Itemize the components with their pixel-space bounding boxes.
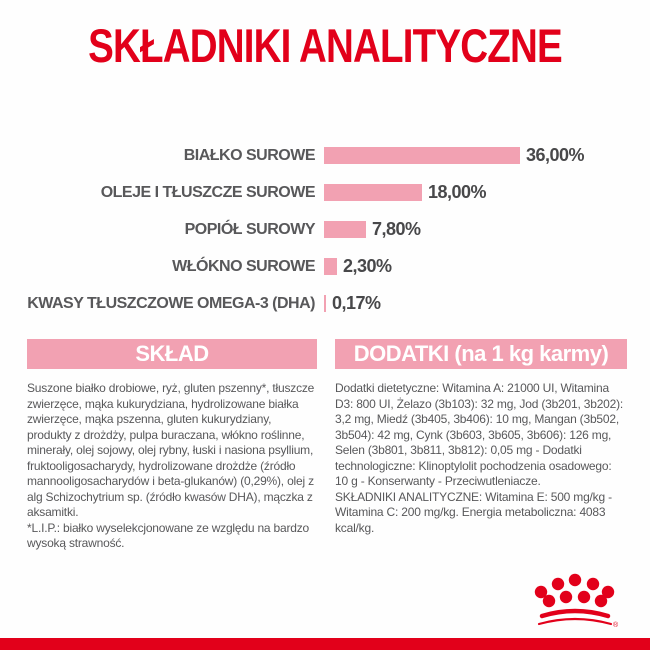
royal-canin-crown-logo (528, 570, 620, 632)
chart-bar (324, 258, 337, 275)
dodatki-section-body (335, 381, 627, 536)
sklad-ingredients-text: Suszone białko drobiowe, ryż, gluten pszenny*, tłuszcze zwierzęce, mąka kukurydziana, hydrolizowane białka zwierzęce, mąka pszenna, gluten kukurydziany, produkty z drożdży, pulpa buraczana, włókno roślinne, minerały, olej sojowy, olej rybny, łuski i nasiona psyllium, fruktooligosacharydy, hydrolizowane drożdże (źródło mannooligosacharydów i beta-glukanów) (0,29%), olej z alg Schizochytrium sp. (źródło kwasów DHA), mączka z aksamitki. (27, 381, 315, 519)
chart-category-label: OLEJE I TŁUSZCZE SUROWE (100, 183, 315, 201)
dodatki-additives-text: Dodatki dietetyczne: Witamina A: 21000 UI, Witamina D3: 800 UI, Żelazo (3b103): 32 mg, Jod (3b201, 3b202): 3,2 mg, Miedź (3b405, 3b406): 10 mg, Mangan (3b502, 3b504): 42 mg, Cynk (3b603, 3b605, 3b606): 126 mg, Selen (3b801, 3b811, 3b812): 0,05 mg - Dodatki technologiczne: Klinoptylolit pochodzenia osadowego: 10 g - Konserwanty - Przeciwutleniacze. (335, 381, 624, 488)
crown-dots (535, 574, 614, 607)
page-title: SKŁADNIKI ANALITYCZNE (88, 19, 562, 72)
analytical-chart (20, 147, 584, 332)
chart-category-label: POPIÓŁ SUROWY (184, 220, 315, 238)
chart-value-label: 0,17% (332, 293, 381, 313)
chart-value-label: 36,00% (526, 145, 585, 165)
chart-value-label: 7,80% (372, 219, 421, 239)
chart-bar (324, 295, 326, 312)
chart-bar (324, 184, 422, 201)
sklad-section-header: SKŁAD (27, 339, 317, 369)
chart-row (20, 184, 584, 201)
chart-value-label: 2,30% (343, 256, 392, 276)
chart-bar (324, 221, 366, 238)
chart-row (20, 221, 584, 238)
sklad-section-body (27, 381, 315, 552)
registered-mark: ® (613, 622, 619, 629)
bottom-red-band (0, 638, 650, 650)
chart-value-label: 18,00% (428, 182, 487, 202)
dodatki-section-header: DODATKI (na 1 kg karmy) (335, 339, 627, 369)
chart-category-label: KWASY TŁUSZCZOWE OMEGA-3 (DHA) (27, 294, 315, 312)
crown-bands (539, 611, 611, 624)
chart-bar (324, 147, 520, 164)
sklad-footnote-text: *L.I.P.: białko wyselekcjonowane ze względu na bardzo wysoką strawność. (27, 520, 310, 550)
chart-category-label: BIAŁKO SUROWE (183, 146, 315, 164)
chart-row (20, 258, 584, 275)
chart-category-label: WŁÓKNO SUROWE (172, 257, 315, 275)
chart-row (20, 295, 584, 312)
dodatki-analytical-text: SKŁADNIKI ANALITYCZNE: Witamina E: 500 mg/kg - Witamina C: 200 mg/kg. Energia metaboliczna: 4083 kcal/kg. (335, 489, 612, 535)
chart-row (20, 147, 584, 164)
